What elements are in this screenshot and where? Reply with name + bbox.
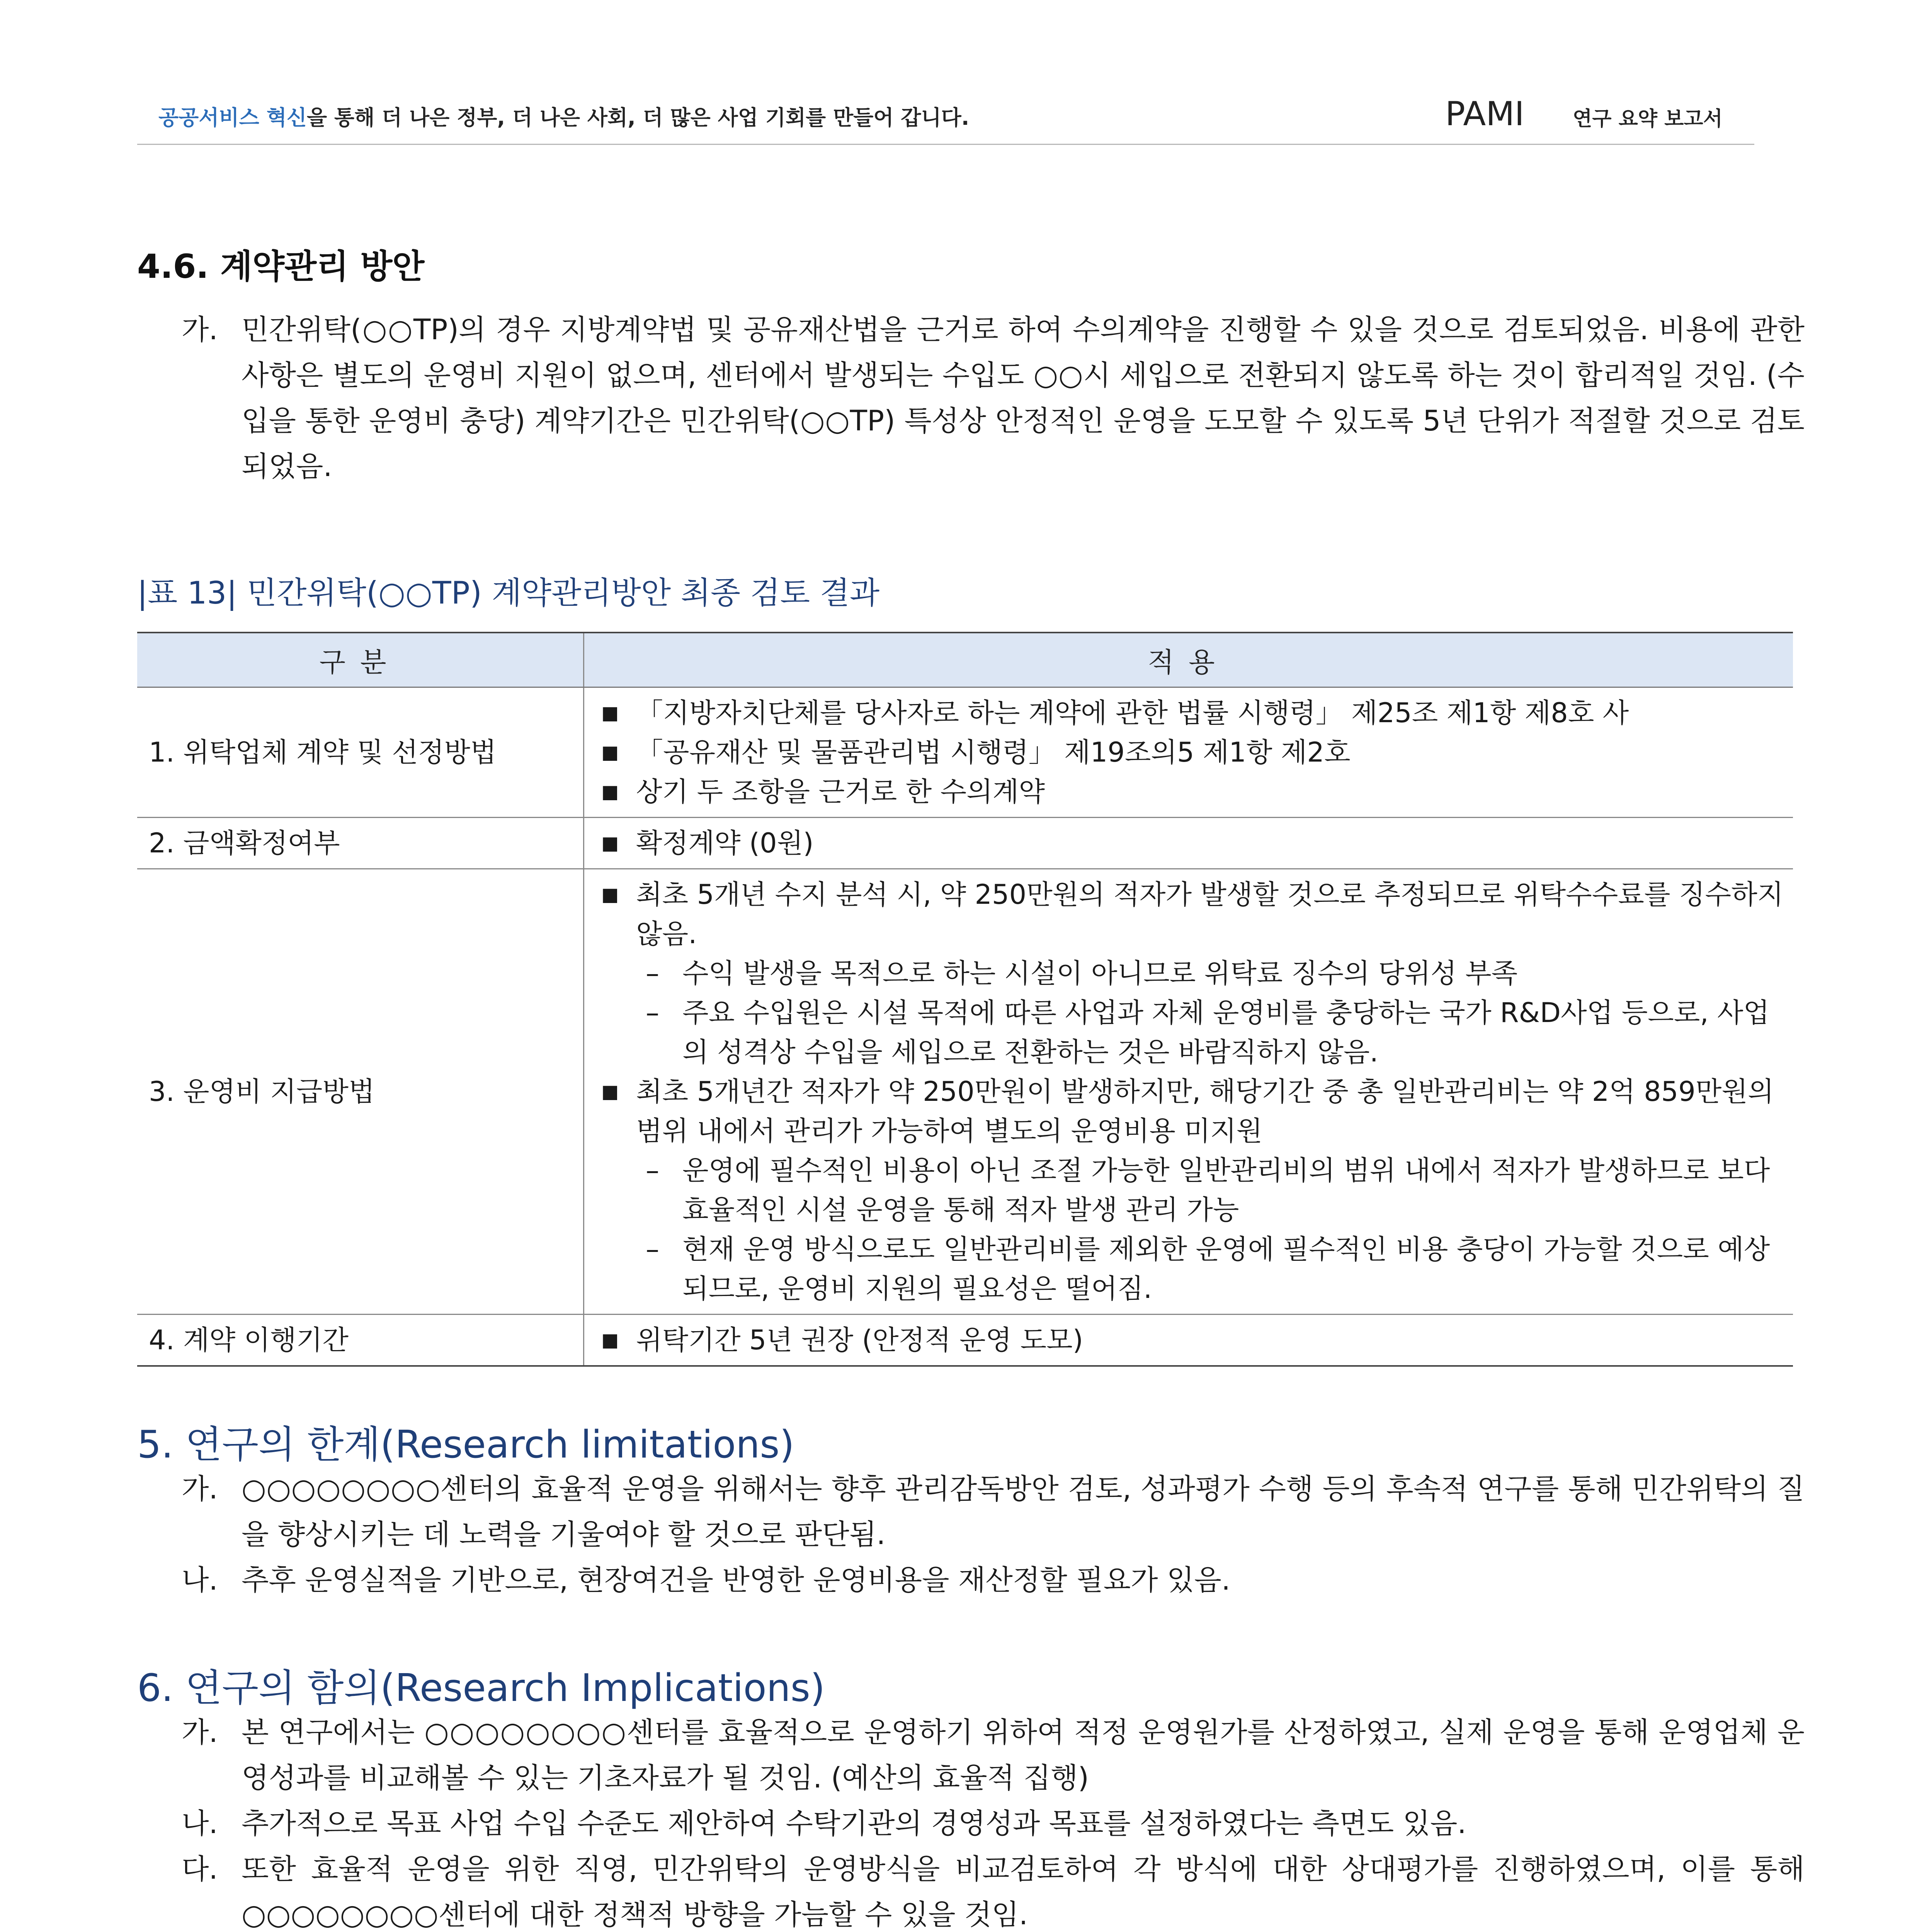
header-slogan-highlight: 공공서비스 혁신 — [158, 105, 307, 130]
section-4-6-paragraph — [182, 307, 1805, 490]
item-text: 또한 효율적 운영을 위한 직영, 민간위탁의 운영방식을 비교검토하여 각 방식에 대한 상대평가를 진행하였으며, 이를 통해 ○○○○○○○○센터에 대한 정책적 방향을 가늠할 수 있을 것임. — [242, 1853, 1805, 1931]
item-text: 추가적으로 목표 사업 수입 수준도 제안하여 수탁기관의 경영성과 목표를 설정하였다는 측면도 있음. — [242, 1807, 1466, 1840]
table-header-row — [137, 633, 1793, 687]
item-marker: 가. — [182, 1473, 218, 1505]
header-divider — [137, 144, 1754, 145]
section-6-heading: 6. 연구의 함의(Research Implications) — [137, 1666, 825, 1710]
table-row — [137, 869, 1793, 1315]
table-row — [137, 687, 1793, 818]
table-caption: |표 13| 민간위탁(○○TP) 계약관리방안 최종 검토 결과 — [137, 575, 880, 611]
dash-item: – 수익 발생을 목적으로 하는 시설이 아니므로 위탁료 징수의 당위성 부족 — [594, 954, 1784, 993]
dash-item: – 현재 운영 방식으로도 일반관리비를 제외한 운영에 필수적인 비용 충당이 가능할 것으로 예상되므로, 운영비 지원의 필요성은 떨어짐. — [594, 1230, 1784, 1308]
header-slogan-rest: 을 통해 더 나은 정부, 더 나은 사회, 더 많은 사업 기회를 만들어 갑니다. — [306, 105, 970, 130]
table-header-category: 구분 — [137, 633, 584, 687]
section-6-item-1 — [182, 1710, 1805, 1801]
bullet-item: ■ 최초 5개년 수지 분석 시, 약 250만원의 적자가 발생할 것으로 추정되므로 위탁수수료를 징수하지 않음. — [594, 875, 1784, 954]
table-row-label: 4. 계약 이행기간 — [137, 1315, 584, 1366]
section-6-item-3 — [182, 1847, 1805, 1932]
table-row-label: 3. 운영비 지급방법 — [137, 869, 584, 1315]
contract-management-table — [137, 632, 1793, 1367]
table-row-content — [584, 818, 1793, 869]
dash-item: – 주요 수입원은 시설 목적에 따른 사업과 자체 운영비를 충당하는 국가 R&D사업 등으로, 사업의 성격상 수입을 세입으로 전환하는 것은 바람직하지 않음. — [594, 993, 1784, 1072]
table-row-content — [584, 687, 1793, 818]
table-row-content — [584, 1315, 1793, 1366]
header-brand: PAMI — [1445, 95, 1524, 133]
bullet-item: ■ 최초 5개년간 적자가 약 250만원이 발생하지만, 해당기간 중 총 일반관리비는 약 2억 859만원의 범위 내에서 관리가 가능하여 별도의 운영비용 미지원 — [594, 1072, 1784, 1151]
table-header-application: 적용 — [584, 633, 1793, 687]
section-4-6-heading: 4.6. 계약관리 방안 — [137, 247, 425, 286]
item-text: ○○○○○○○○센터의 효율적 운영을 위해서는 향후 관리감독방안 검토, 성과평가 수행 등의 후속적 연구를 통해 민간위탁의 질을 향상시키는 데 노력을 기울여야 할 것으로 판단됨. — [242, 1473, 1805, 1551]
table-row-label: 2. 금액확정여부 — [137, 818, 584, 869]
section-5-heading: 5. 연구의 한계(Research limitations) — [137, 1423, 794, 1467]
item-marker: 가. — [182, 1716, 218, 1749]
dash-item: – 운영에 필수적인 비용이 아닌 조절 가능한 일반관리비의 범위 내에서 적자가 발생하므로 보다 효율적인 시설 운영을 통해 적자 발생 관리 가능 — [594, 1151, 1784, 1230]
paragraph-text: 민간위탁(○○TP)의 경우 지방계약법 및 공유재산법을 근거로 하여 수의계약을 진행할 수 있을 것으로 검토되었음. 비용에 관한 사항은 별도의 운영비 지원이 없으며, 센터에서 발생되는 수입도 ○○시 세입으로 전환되지 않도록 하는 것이 합리적일 것임. (수입을 통한 운영비 충당) 계약기간은 민간위탁(○○TP) 특성상 안정적인 운영을 도모할 수 있도록 5년 단위가 적절할 것으로 검토되었음. — [242, 313, 1805, 483]
item-text: 추후 운영실적을 기반으로, 현장여건을 반영한 운영비용을 재산정할 필요가 있음. — [242, 1564, 1231, 1597]
item-marker: 나. — [182, 1807, 218, 1840]
bullet-item: ■ 상기 두 조항을 근거로 한 수의계약 — [594, 772, 1784, 811]
section-6-item-2 — [182, 1801, 1805, 1847]
bullet-item: ■ 위탁기간 5년 권장 (안정적 운영 도모) — [594, 1320, 1784, 1360]
table-row-content — [584, 869, 1793, 1315]
item-marker: 다. — [182, 1853, 218, 1886]
item-text: 본 연구에서는 ○○○○○○○○센터를 효율적으로 운영하기 위하여 적정 운영원가를 산정하였고, 실제 운영을 통해 운영업체 운영성과를 비교해볼 수 있는 기초자료가 될 것임. (예산의 효율적 집행) — [242, 1716, 1805, 1794]
item-marker: 나. — [182, 1564, 218, 1597]
table-row — [137, 818, 1793, 869]
header-slogan — [158, 101, 969, 131]
paragraph-marker: 가. — [182, 313, 218, 346]
section-5-item-1 — [182, 1466, 1805, 1558]
bullet-item: ■ 「공유재산 및 물품관리법 시행령」 제19조의5 제1항 제2호 — [594, 733, 1784, 772]
bullet-item: ■ 「지방자치단체를 당사자로 하는 계약에 관한 법률 시행령」 제25조 제1항 제8호 사 — [594, 693, 1784, 733]
table-row-label: 1. 위탁업체 계약 및 선정방법 — [137, 687, 584, 818]
section-5-item-2 — [182, 1558, 1805, 1603]
header-report-type: 연구 요약 보고서 — [1573, 107, 1723, 131]
bullet-item: ■ 확정계약 (0원) — [594, 823, 1784, 863]
table-row — [137, 1315, 1793, 1366]
